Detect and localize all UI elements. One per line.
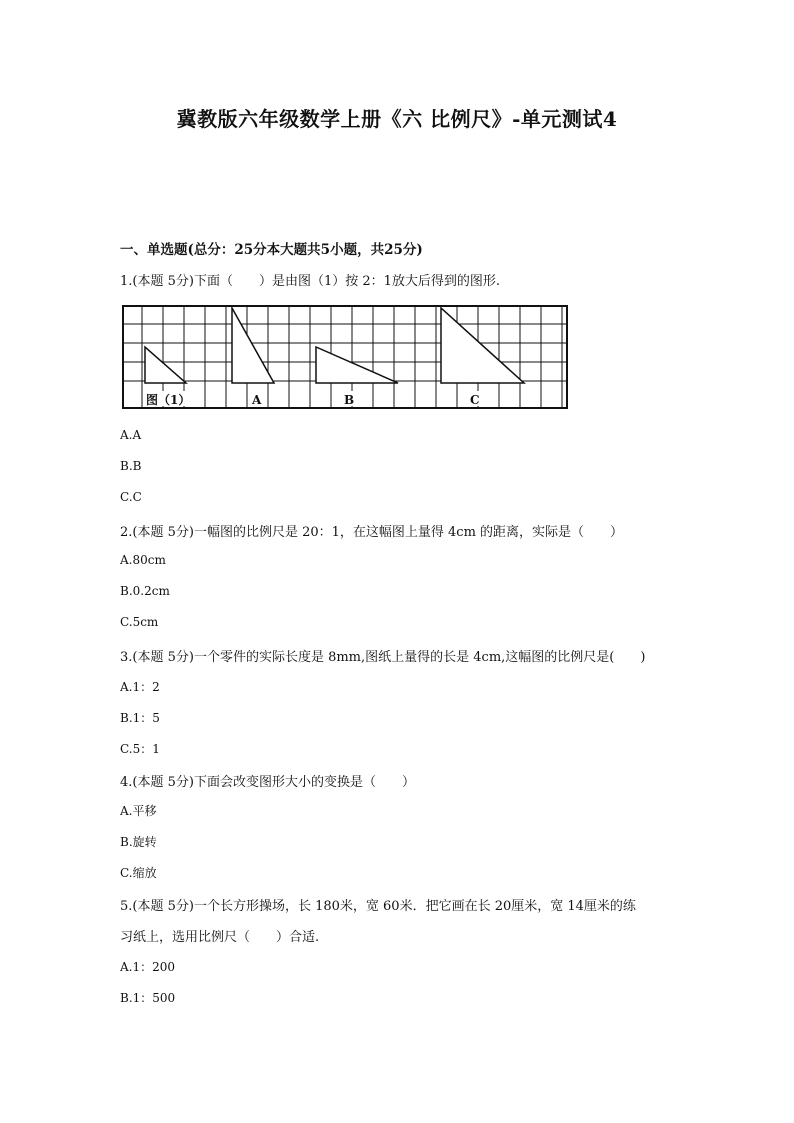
- triangle-c: [441, 308, 524, 383]
- question-4-option-b: B.旋转: [120, 835, 157, 849]
- triangle-figure-1: [145, 347, 186, 383]
- question-3-option-c: C.5：1: [120, 742, 160, 756]
- question-4-stem: 4.(本题 5分)下面会改变图形大小的变换是（ ）: [120, 775, 415, 790]
- question-3-option-a: A.1：2: [120, 680, 160, 694]
- question-4-option-c: C.缩放: [120, 866, 157, 880]
- question-3-option-b: B.1：5: [120, 711, 160, 725]
- question-5-stem-line-2: 习纸上，选用比例尺（ ）合适.: [120, 930, 320, 945]
- question-2-option-b: B.0.2cm: [120, 584, 170, 598]
- question-2-option-c: C.5cm: [120, 615, 159, 629]
- grid-figure: [122, 305, 568, 409]
- question-2-option-a: A.80cm: [120, 553, 166, 567]
- question-4-option-a: A.平移: [120, 804, 157, 818]
- label-c: C: [470, 393, 480, 407]
- document-title: 冀教版六年级数学上册《六 比例尺》-单元测试4: [176, 107, 618, 131]
- question-3-stem: 3.(本题 5分)一个零件的实际长度是 8mm,图纸上量得的长是 4cm,这幅图的比例尺是( ): [120, 650, 646, 665]
- question-1-option-a: A.A: [120, 428, 142, 442]
- label-b: B: [344, 393, 355, 407]
- question-5-option-a: A.1：200: [120, 960, 176, 974]
- question-2-stem: 2.(本题 5分)一幅图的比例尺是 20：1，在这幅图上量得 4cm 的距离，实际是（ ）: [120, 525, 624, 540]
- section-heading: 一、单选题(总分：25分本大题共5小题，共25分): [120, 242, 423, 258]
- triangle-b: [316, 347, 398, 383]
- question-5-stem-line-1: 5.(本题 5分)一个长方形操场，长 180米，宽 60米．把它画在长 20厘米，宽 14厘米的练: [120, 899, 636, 914]
- question-1-option-b: B.B: [120, 459, 142, 473]
- question-5-option-b: B.1：500: [120, 991, 176, 1005]
- question-1-option-c: C.C: [120, 490, 142, 504]
- label-a: A: [252, 393, 262, 407]
- question-1-stem: 1.(本题 5分)下面（ ）是由图（1）按 2：1放大后得到的图形.: [120, 274, 501, 289]
- label-figure-1: 图（1）: [146, 393, 191, 407]
